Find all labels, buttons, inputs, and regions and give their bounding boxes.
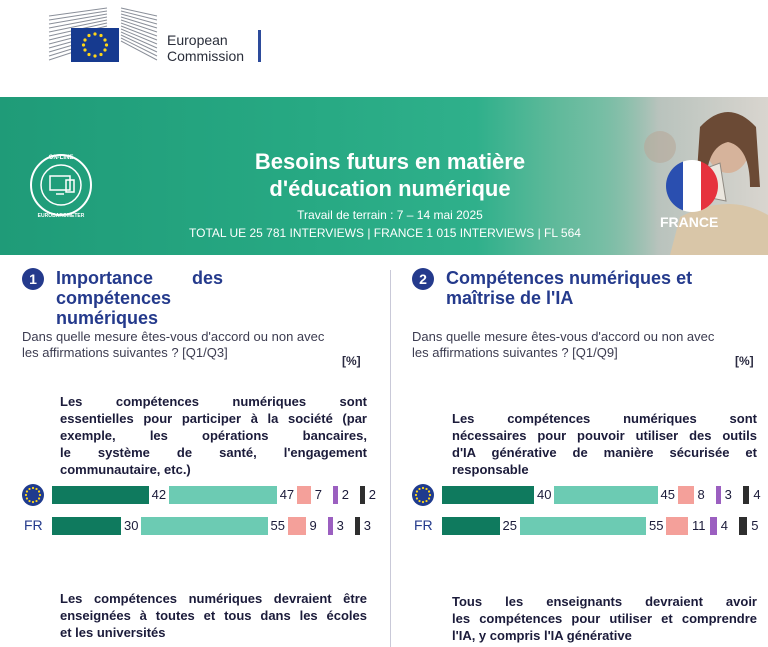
eu-star	[38, 490, 40, 492]
statement-line: Les compétences numériques sont	[60, 394, 367, 409]
page-title	[180, 148, 600, 202]
question-line-1: Dans quelle mesure êtes-vous d'accord ou non avec	[22, 329, 325, 344]
title-line-2: d'éducation numérique	[269, 176, 511, 201]
interview-totals: TOTAL UE 25 781 INTERVIEWS | FRANCE 1 015 INTERVIEWS | FL 564	[189, 226, 581, 240]
country-label: FRANCE	[660, 214, 719, 230]
org-line-2: Commission	[167, 48, 245, 64]
eu-star	[38, 497, 40, 499]
eu-star	[428, 497, 430, 499]
eu-star	[422, 487, 424, 489]
online-eurobarometer-badge	[26, 150, 96, 220]
value-label: 5	[751, 518, 759, 533]
european-commission-logo	[47, 6, 159, 64]
bar-dont-know	[739, 517, 748, 535]
section-title	[446, 268, 756, 308]
value-label: 7	[314, 487, 322, 502]
bar-tend-to-agree	[169, 486, 277, 504]
column-divider	[390, 270, 391, 647]
org-line-1: European	[167, 32, 228, 48]
section-title-line-2: numériques	[56, 308, 159, 328]
bar-totally-agree	[442, 517, 500, 535]
bar-totally-disagree	[328, 517, 333, 535]
bar-totally-disagree	[716, 486, 721, 504]
statement-1	[452, 410, 757, 478]
statement-line: nécessaires pour pouvoir utiliser des outils	[452, 428, 757, 443]
eu-star	[425, 488, 427, 490]
organization-name	[167, 32, 244, 64]
eu-star	[428, 490, 430, 492]
question-line-2: les affirmations suivantes ? [Q1/Q9]	[412, 345, 618, 360]
fr-label: FR	[414, 517, 433, 533]
question-text	[22, 329, 372, 361]
value-label: 3	[724, 487, 732, 502]
title-line-1: Besoins futurs en matière	[254, 149, 526, 174]
eu-star	[28, 500, 30, 502]
value-label: 3	[336, 518, 344, 533]
eu-star	[32, 487, 34, 489]
value-label: 40	[537, 487, 552, 502]
eu-star	[418, 488, 420, 490]
value-label: 8	[697, 487, 705, 502]
section-title	[56, 268, 366, 328]
unit-label: [%]	[735, 354, 754, 368]
value-label: 55	[270, 518, 285, 533]
bar-totally-agree	[52, 486, 149, 504]
statement-line: l'IA, y compris l'IA générative	[452, 628, 632, 643]
eu-star	[429, 494, 431, 496]
value-label: 47	[279, 487, 295, 502]
statement-line: d'IA générative de manière sécurisée et	[452, 445, 757, 460]
bar-tend-to-disagree	[666, 517, 688, 535]
statement-line: essentielles pour participer à la société (par	[60, 411, 367, 426]
question-line-2: les affirmations suivantes ? [Q1/Q3]	[22, 345, 228, 360]
value-label: 25	[502, 518, 517, 533]
eu-star	[32, 501, 34, 503]
statement-2	[452, 593, 757, 644]
statement-line: communautaire, etc.)	[60, 462, 191, 477]
bar-totally-agree	[442, 486, 534, 504]
bar-tend-to-agree	[554, 486, 658, 504]
bar-dont-know	[360, 486, 365, 504]
statement-line: Les compétences numériques devraient être	[60, 591, 367, 606]
eu-flag-icon	[22, 484, 44, 506]
statement-line: le système de santé, l'engagement	[60, 445, 367, 460]
statement-line: Les compétences numériques sont	[452, 411, 757, 426]
statement-line: enseignées à toutes et tous dans les écoles	[60, 608, 367, 623]
logo-divider	[258, 30, 261, 62]
statement-line: responsable	[452, 462, 529, 477]
value-label: 55	[649, 518, 664, 533]
eu-flag-icon	[412, 484, 434, 506]
value-label: 30	[124, 518, 139, 533]
question-line-1: Dans quelle mesure êtes-vous d'accord ou non avec	[412, 329, 715, 344]
eu-star	[25, 494, 27, 496]
bar-tend-to-agree	[141, 517, 268, 535]
eu-star	[26, 497, 28, 499]
value-label: 4	[753, 487, 761, 502]
section-title-line-1: Compétences numériques et	[446, 268, 693, 288]
eu-star	[416, 497, 418, 499]
eu-star	[418, 500, 420, 502]
eu-star	[28, 488, 30, 490]
eu-star	[425, 500, 427, 502]
bar-tend-to-disagree	[678, 486, 694, 504]
section-title-line-1: Importance des compétences	[56, 268, 224, 308]
statement-line: Tous les enseignants devraient avoir	[452, 594, 757, 609]
eu-star	[26, 490, 28, 492]
bar-tend-to-agree	[520, 517, 647, 535]
badge-top-text: ON-LINE	[48, 155, 74, 161]
value-label: 45	[660, 487, 675, 502]
value-label: 4	[720, 518, 729, 533]
unit-label: [%]	[342, 354, 361, 368]
eu-star	[39, 494, 41, 496]
section-number: 1	[22, 268, 44, 290]
bar-tend-to-disagree	[297, 486, 311, 504]
value-label: 2	[341, 487, 349, 502]
eu-star	[416, 490, 418, 492]
value-label: 3	[363, 518, 371, 533]
france-flag-icon	[666, 160, 718, 212]
eu-star	[422, 501, 424, 503]
bar-dont-know	[355, 517, 360, 535]
value-label: 42	[151, 487, 167, 502]
bar-totally-agree	[52, 517, 121, 535]
eu-star	[415, 494, 417, 496]
section-title-line-2: maîtrise de l'IA	[446, 288, 574, 308]
badge-bottom-text: EUROBAROMETER	[37, 213, 85, 219]
value-label: 2	[368, 487, 376, 502]
bar-tend-to-disagree	[288, 517, 306, 535]
statement-line: exemple, les opérations bancaires,	[60, 428, 367, 443]
value-label: 9	[309, 518, 317, 533]
statement-2	[60, 590, 367, 641]
statement-line: et les universités	[60, 625, 166, 640]
fr-label: FR	[24, 517, 43, 533]
statement-line: les compétences pour utiliser et comprendre	[452, 611, 757, 626]
bar-totally-disagree	[710, 517, 717, 535]
header	[0, 0, 768, 97]
value-label: 11	[692, 518, 706, 533]
fieldwork-dates: Travail de terrain : 7 – 14 mai 2025	[297, 208, 483, 222]
section-number: 2	[412, 268, 434, 290]
eu-star	[35, 500, 37, 502]
question-text	[412, 329, 762, 361]
bar-totally-disagree	[333, 486, 338, 504]
eu-star	[35, 488, 37, 490]
statement-1	[60, 393, 367, 478]
bar-dont-know	[743, 486, 750, 504]
